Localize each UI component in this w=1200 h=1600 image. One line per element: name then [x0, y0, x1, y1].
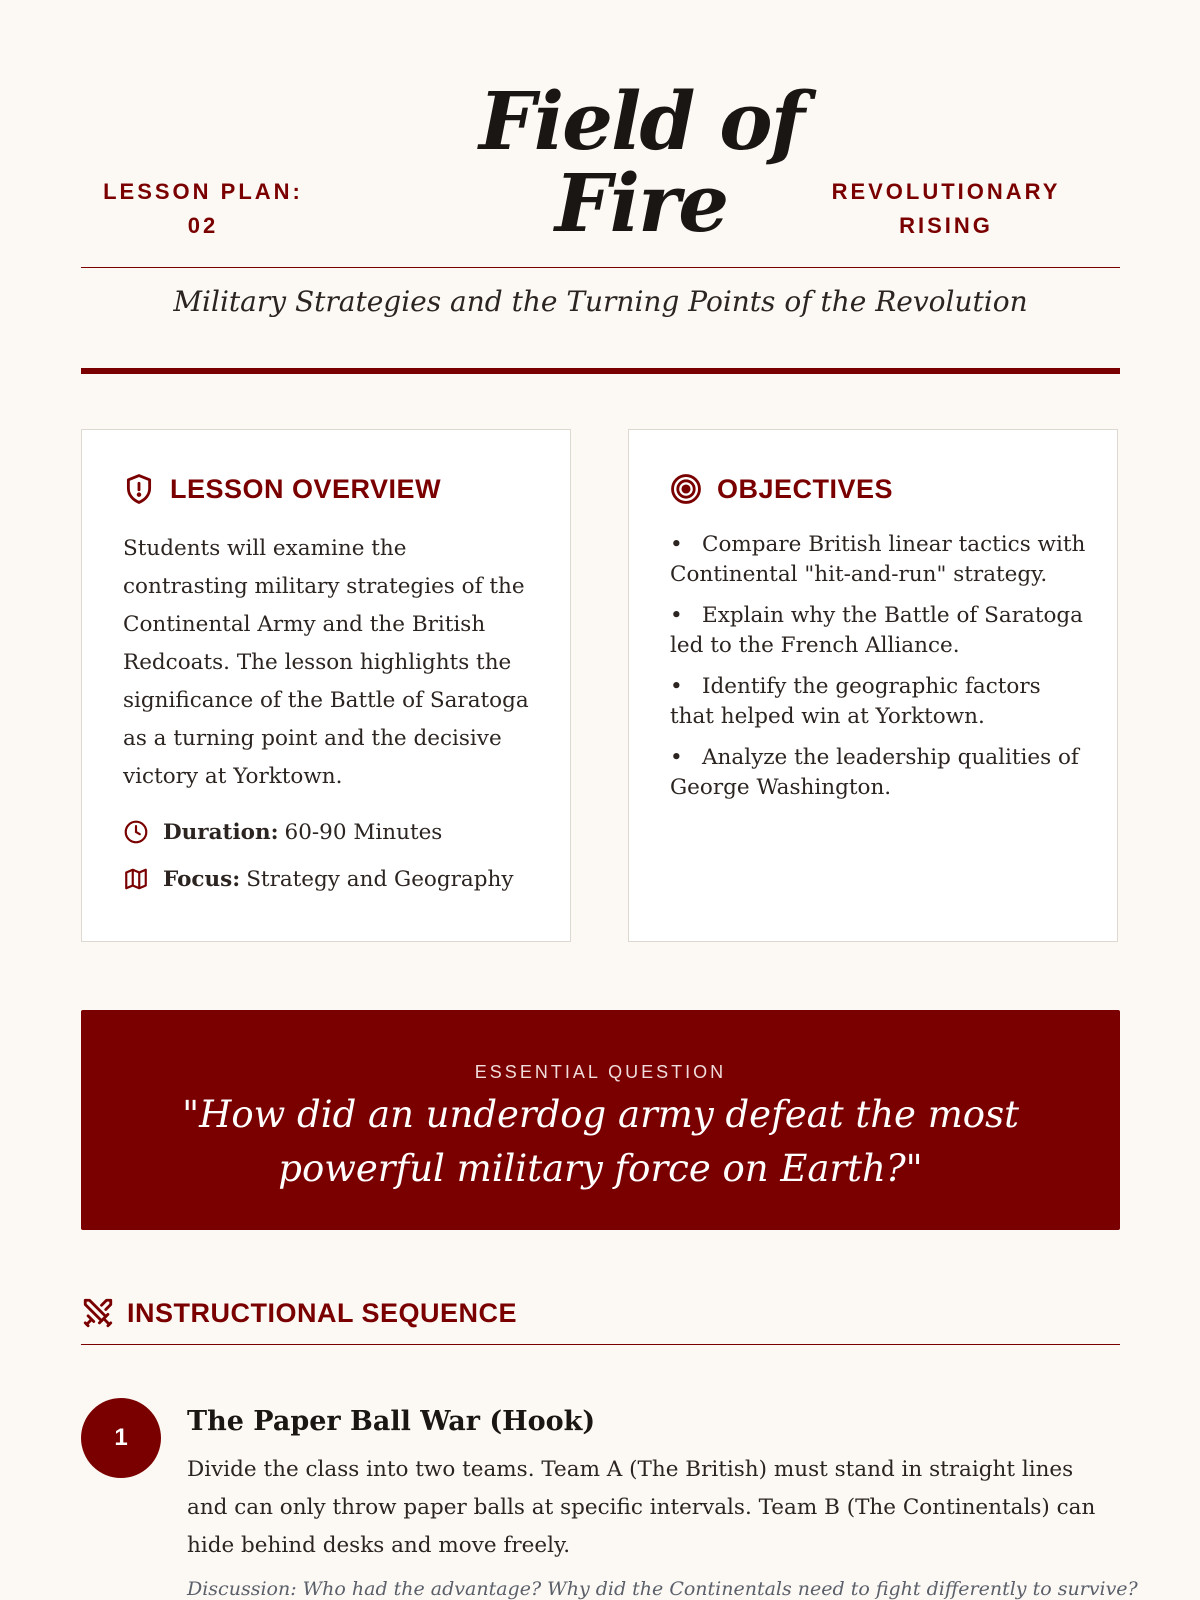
- unit-line-2: RISING: [899, 213, 993, 238]
- objectives-card: [628, 429, 1118, 942]
- header-divider: [81, 267, 1120, 268]
- unit-label: [826, 175, 1066, 243]
- duration-value: 60-90 Minutes: [284, 819, 443, 845]
- sequence-divider: [81, 1344, 1120, 1345]
- essential-question-banner: [81, 1010, 1120, 1230]
- shield-icon: [122, 472, 156, 506]
- instructional-sequence-heading: [81, 1296, 517, 1330]
- objective-item: • Compare British linear tactics with Continental "hit-and-run" strategy.: [670, 532, 1086, 587]
- step-description: Divide the class into two teams. Team A (The British) must stand in straight lines and can only throw paper balls at specific intervals. Team B (The Continentals) can hide behind desks and move freely.: [187, 1457, 1096, 1558]
- map-icon: [123, 866, 149, 892]
- lesson-label-text: LESSON PLAN:: [103, 179, 303, 204]
- title-line-1: Field of: [478, 74, 804, 168]
- objective-item: • Identify the geographic factors that helped win at Yorktown.: [670, 674, 1041, 729]
- step-title: The Paper Ball War (Hook): [187, 1406, 596, 1437]
- lesson-overview-title: LESSON OVERVIEW: [170, 473, 442, 504]
- title-line-2: Fire: [554, 156, 728, 250]
- objectives-list: [670, 530, 1090, 814]
- page-header: [81, 0, 1120, 268]
- focus-row: [123, 866, 514, 892]
- objective-item: • Analyze the leadership qualities of George Washington.: [670, 745, 1079, 800]
- lesson-number-text: 02: [187, 213, 219, 238]
- essential-question-label: ESSENTIAL QUESTION: [474, 1062, 727, 1082]
- objective-text: Explain why the Battle of Saratoga led to the French Alliance.: [670, 603, 1083, 658]
- objective-text: Compare British linear tactics with Continental "hit-and-run" strategy.: [670, 532, 1086, 587]
- duration-label: Duration:: [163, 819, 279, 845]
- page-subtitle: Military Strategies and the Turning Points of the Revolution: [173, 285, 1028, 318]
- objectives-heading: [669, 472, 893, 506]
- essential-question-text: "How did an underdog army defeat the most powerful military force on Earth?": [182, 1093, 1019, 1190]
- instructional-sequence-title: INSTRUCTIONAL SEQUENCE: [127, 1297, 518, 1328]
- lesson-overview-card: [81, 429, 571, 942]
- duration-row: [123, 819, 442, 845]
- crossed-swords-icon: [81, 1296, 115, 1330]
- lesson-plan-page: [81, 0, 1138, 1600]
- step-discussion: Discussion: Who had the advantage? Why did the Continentals need to fight differently to survive?: [187, 1578, 1138, 1600]
- clock-icon: [123, 819, 149, 845]
- objective-text: Identify the geographic factors that helped win at Yorktown.: [670, 674, 1041, 729]
- step-number-badge: 1: [81, 1398, 161, 1478]
- lesson-overview-text: Students will examine the contrasting military strategies of the Continental Army and the British Redcoats. The lesson highlights the significance of the Battle of Saratoga as a turning point and the decisive victory at Yorktown.: [123, 536, 529, 789]
- focus-value: Strategy and Geography: [246, 866, 514, 892]
- lesson-overview-heading: [122, 472, 441, 506]
- objectives-title: OBJECTIVES: [717, 473, 894, 504]
- lesson-number-label: [83, 175, 323, 243]
- focus-label: Focus:: [163, 866, 241, 892]
- objective-item: • Explain why the Battle of Saratoga led to the French Alliance.: [670, 603, 1083, 658]
- header-thick-divider: [81, 368, 1120, 374]
- unit-line-1: REVOLUTIONARY: [831, 179, 1061, 204]
- target-icon: [669, 472, 703, 506]
- objective-text: Analyze the leadership qualities of George Washington.: [670, 745, 1079, 800]
